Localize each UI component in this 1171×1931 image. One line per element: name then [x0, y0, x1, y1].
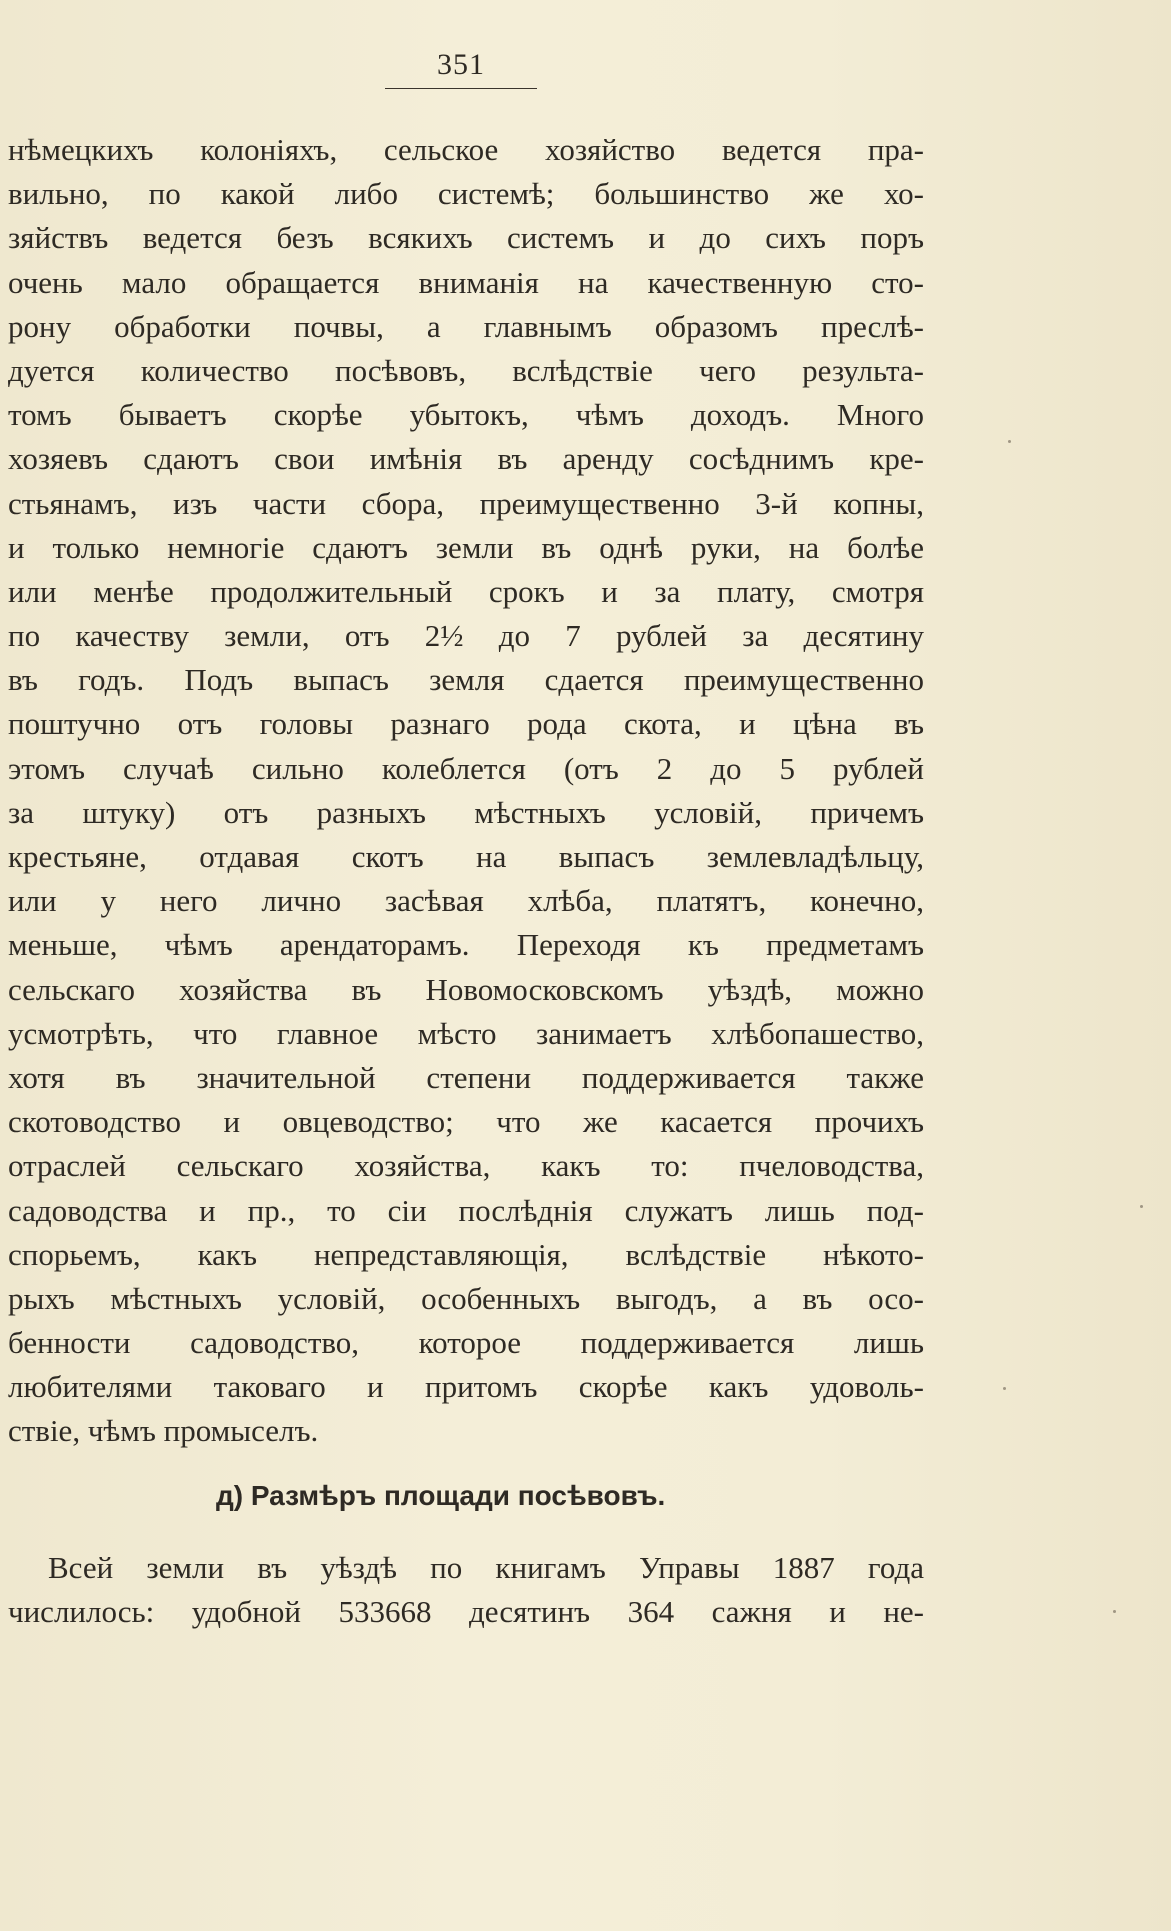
text-line: этомъ случаѣ сильно колеблется (отъ 2 до 5 рублей — [8, 750, 924, 786]
text-line: хотя въ значительной степени поддерживается также — [8, 1059, 924, 1095]
section-heading: д) Размѣръ площади посѣвовъ. — [216, 1480, 666, 1511]
paragraph-1 — [8, 128, 924, 1454]
text-line: сельскаго хозяйства въ Новомосковскомъ уѣздѣ, можно — [8, 971, 924, 1007]
text-line: спорьемъ, какъ непредставляющія, вслѣдствіе нѣкото- — [8, 1236, 924, 1272]
text-line: любителями таковаго и притомъ скорѣе какъ удоволь- — [8, 1369, 924, 1405]
text-line: и только немногіе сдаютъ земли въ однѣ руки, на болѣе — [8, 529, 924, 565]
text-line: за штуку) отъ разныхъ мѣстныхъ условій, причемъ — [8, 794, 924, 830]
text-line: хозяевъ сдаютъ свои имѣнія въ аренду сосѣднимъ кре- — [8, 441, 924, 477]
text-line: усмотрѣть, что главное мѣсто занимаетъ хлѣбопашество, — [8, 1015, 924, 1051]
text-line: или у него лично засѣвая хлѣба, платятъ, конечно, — [8, 883, 924, 919]
text-line: садоводства и пр., то сіи послѣднія служатъ лишь под- — [8, 1192, 924, 1228]
text-line: или менѣе продолжительный срокъ и за плату, смотря — [8, 573, 924, 609]
text-line: поштучно отъ головы разнаго рода скота, и цѣна въ — [8, 706, 924, 742]
text-line: нѣмецкихъ колоніяхъ, сельское хозяйство ведется пра- — [8, 132, 924, 167]
paragraph-2 — [8, 1546, 924, 1634]
text-line: зяйствъ ведется безъ всякихъ системъ и до сихъ поръ — [8, 220, 924, 256]
text-line: скотоводство и овцеводство; что же касается прочихъ — [8, 1104, 924, 1140]
text-line: вильно, по какой либо системѣ; большинство же хо- — [8, 176, 924, 212]
page-number-rule — [385, 88, 537, 89]
text-line: въ годъ. Подъ выпасъ земля сдается преимущественно — [8, 662, 924, 698]
text-line: томъ бываетъ скорѣе убытокъ, чѣмъ доходъ. Много — [8, 397, 924, 433]
paper-speck — [1113, 1610, 1116, 1613]
page-number: 351 — [437, 48, 485, 81]
text-line: по качеству земли, отъ 2½ до 7 рублей за десятину — [8, 618, 924, 654]
text-line: рыхъ мѣстныхъ условій, особенныхъ выгодъ, а въ осо- — [8, 1280, 924, 1316]
paper-speck — [1003, 1387, 1006, 1390]
paper-speck — [1140, 1205, 1143, 1208]
text-line: Всей земли въ уѣздѣ по книгамъ Управы 1887 года — [48, 1550, 924, 1585]
text-line: числилось: удобной 533668 десятинъ 364 сажня и не- — [8, 1594, 924, 1630]
text-line: меньше, чѣмъ арендаторамъ. Переходя къ предметамъ — [8, 927, 924, 963]
text-line: рону обработки почвы, а главнымъ образомъ преслѣ- — [8, 308, 924, 344]
text-line: дуется количество посѣвовъ, вслѣдствіе чего результа- — [8, 352, 924, 388]
text-line: ствіе, чѣмъ промыселъ. — [8, 1413, 319, 1449]
text-line: крестьяне, отдавая скотъ на выпасъ землевладѣльцу, — [8, 839, 924, 874]
paper-speck — [1008, 440, 1011, 443]
text-line: бенности садоводство, которое поддерживается лишь — [8, 1325, 924, 1361]
text-line: очень мало обращается вниманія на качественную сто- — [8, 264, 924, 300]
text-line: отраслей сельскаго хозяйства, какъ то: пчеловодства, — [8, 1148, 924, 1184]
text-line: стьянамъ, изъ части сбора, преимущественно 3-й копны, — [8, 485, 924, 521]
